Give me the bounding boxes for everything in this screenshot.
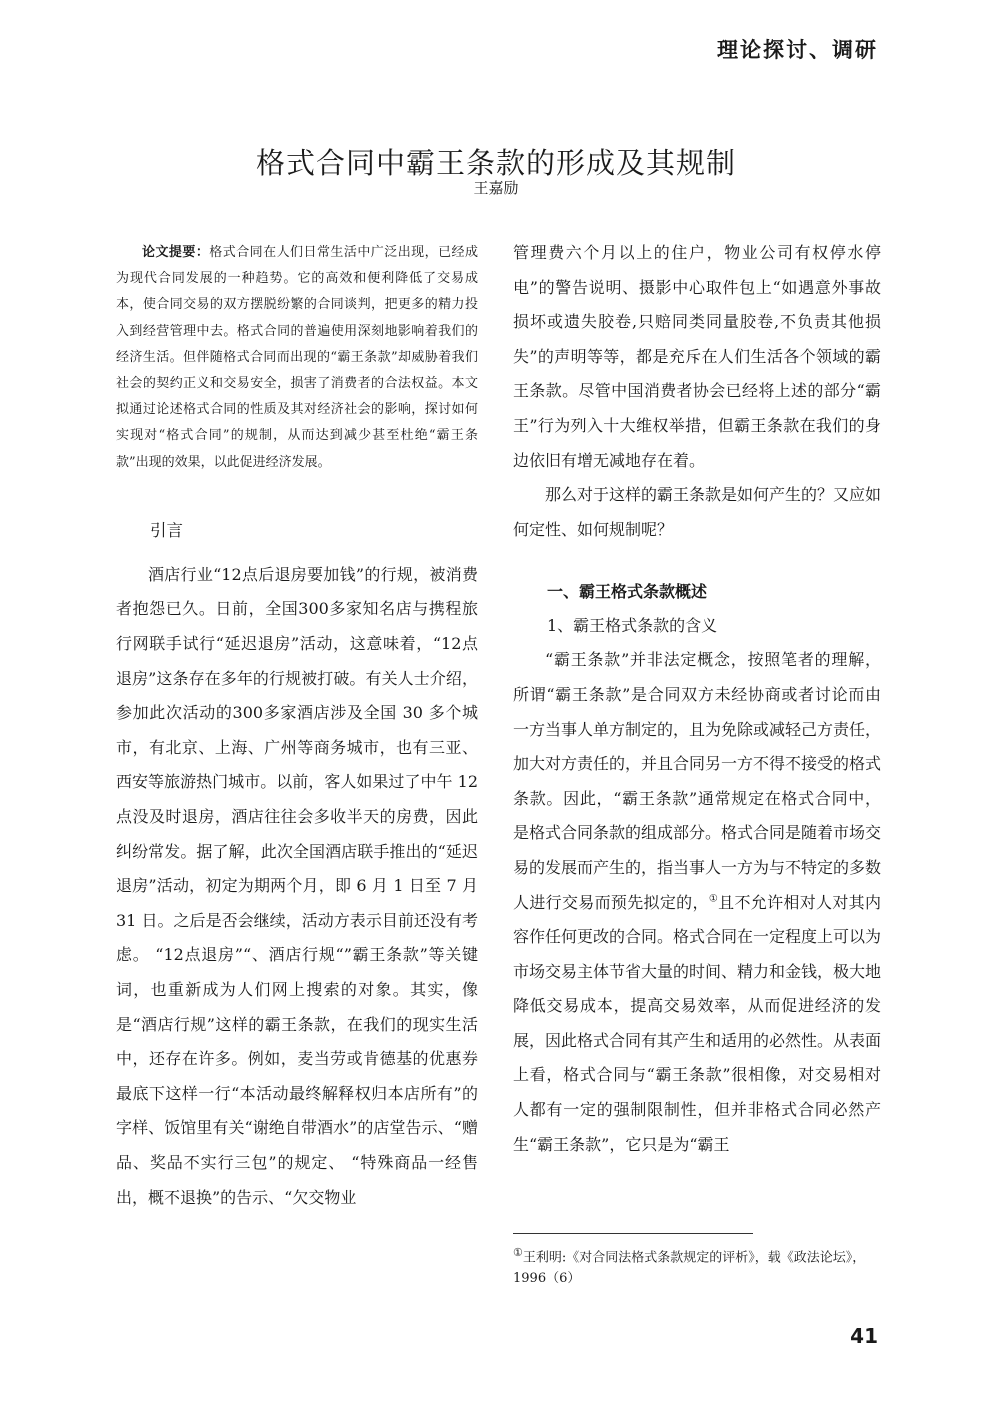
footnote: [513, 1242, 881, 1289]
footnote-reference[interactable]: ①: [708, 893, 719, 905]
footnote-divider: [513, 1233, 753, 1234]
subsection-heading: 1、霸王格式条款的含义: [547, 616, 718, 636]
intro-question: 那么对于这样的霸王条款是如何产生的？又应如何定性、如何规制呢？: [513, 485, 882, 539]
section-paragraph: [513, 643, 881, 1162]
section-paragraph-b: 且不允许相对人对其内容作任何更改的合同。格式合同在一定程度上可以为市场交易主体节省大量的时间、精力和金钱，极大地降低交易成本，提高交易效率，从而促进经济的发展，因此格式合同有其产生和适用的必然性。从表面上看，格式合同与“霸王条款”很相像，对交易相对人都有一定的强制限制性，但并非格式合同必然产生“霸王条款”，它只是为“霸王: [513, 892, 882, 1154]
running-header: 理论探讨、调研: [717, 38, 878, 62]
section-heading: 一、霸王格式条款概述: [547, 582, 708, 602]
abstract: [116, 240, 478, 476]
intro-heading: 引言: [150, 520, 183, 540]
intro-continuation: 管理费六个月以上的住户，物业公司有权停水停电”的警告说明、摄影中心取件包上“如遇意外事故损坏或遗失胶卷,只赔同类同量胶卷,不负责其他损失”的声明等等，都是充斥在人们生活各个领域的霸王条款。尽管中国消费者协会已经将上述的部分“霸王”行为列入十大维权举措，但霸王条款在我们的身边依旧有增无减地存在着。: [513, 243, 881, 470]
article-title: 格式合同中霸王条款的形成及其规制: [255, 146, 736, 181]
right-column: [513, 236, 881, 1162]
left-column: [116, 240, 478, 1215]
footnote-text: 王利明:《对合同法格式条款规定的评析》，载《政法论坛》，1996（6）: [513, 1250, 866, 1287]
intro-paragraph: 酒店行业“12点后退房要加钱”的行规，被消费者抱怨已久。日前，全国300多家知名店与携程旅行网联手试行“延迟退房”活动，这意味着，“12点退房”这条存在多年的行规被打破。有关人士介绍，参加此次活动的300多家酒店涉及全国 30 多个城市，有北京、上海、广州等商务城市，也有三亚、西安等旅游热门城市。以前，客人如果过了中午 12 点没及时退房，酒店往往会多收半天的房费，因此纠纷常发。据了解，此次全国酒店联手推出的“延迟退房”活动，初定为期两个月，即 6 月 1 日至 7 月 31 日。之后是否会继续，活动方表示目前还没有考虑。 “12点退房”“、酒店行规“”霸王条款”等关键词，也重新成为人们网上搜索的对象。其实，像是“酒店行规”这样的霸王条款，在我们的现实生活中，还存在许多。例如，麦当劳或肯德基的优惠券最底下这样一行“本活动最终解释权归本店所有”的字样、饭馆里有关“谢绝自带酒水”的店堂告示、“赠品、奖品不实行三包”的规定、 “特殊商品一经售出，概不退换”的告示、“欠交物业: [116, 564, 478, 1207]
footnote-mark: ①: [513, 1246, 523, 1259]
abstract-text: 格式合同在人们日常生活中广泛出现，已经成为现代合同发展的一种趋势。它的高效和便利降低了交易成本，使合同交易的双方摆脱纷繁的合同谈判，把更多的精力投入到经营管理中去。格式合同的普遍使用深刻地影响着我们的经济生活。但伴随格式合同而出现的“霸王条款”却威胁着我们社会的契约正义和交易安全，损害了消费者的合法权益。本文拟通过论述格式合同的性质及其对经济社会的影响，探讨如何实现对“格式合同”的规制，从而达到减少甚至杜绝“霸王条款”出现的效果，以此促进经济发展。: [116, 245, 478, 470]
page-number: 41: [850, 1324, 878, 1348]
section-paragraph-a: “霸王条款”并非法定概念，按照笔者的理解，所谓“霸王条款”是合同双方未经协商或者讨论而由一方当事人单方制定的，且为免除或减轻己方责任，加大对方责任的，并且合同另一方不得不接受的格式条款。因此，“霸王条款”通常规定在格式合同中，是格式合同条款的组成部分。格式合同是随着市场交易的发展而产生的，指当事人一方为与不特定的多数人进行交易而预先拟定的，: [513, 650, 882, 912]
article-author: 王嘉励: [473, 179, 519, 197]
abstract-label: 论文提要：: [142, 245, 210, 260]
